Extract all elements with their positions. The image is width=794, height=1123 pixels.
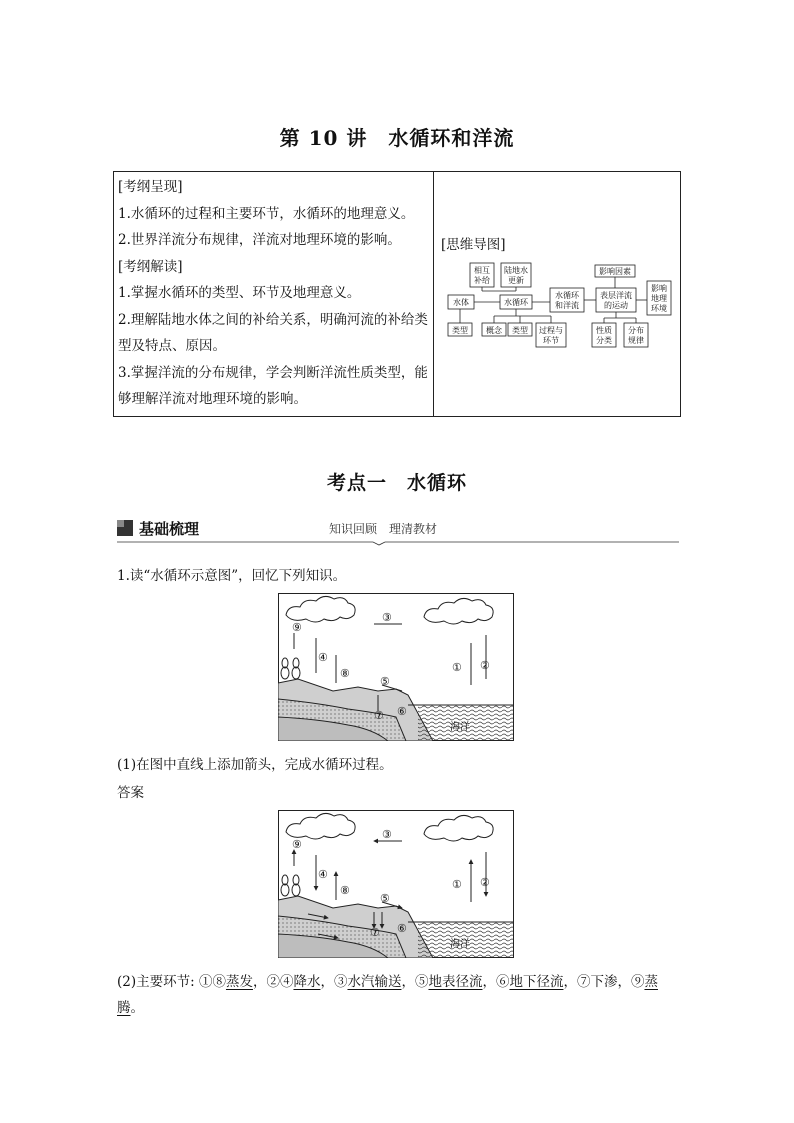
section-title: 考点一 水循环 (326, 472, 467, 494)
mindmap-node: 水循环 (504, 298, 528, 307)
answer-label: 答案 (117, 785, 144, 801)
question-1-2 (117, 969, 681, 1021)
page-title: 第 10 讲 水循环和洋流 (279, 126, 515, 150)
label-3: ③ (382, 828, 392, 841)
mindmap-node: 相互补给 (474, 266, 490, 285)
mindmap-node: 概念 (486, 326, 502, 335)
answer-underground-runoff: 地下径流 (509, 974, 564, 990)
section-bar (117, 518, 679, 546)
label-3: ③ (382, 611, 392, 624)
label-4: ④ (318, 651, 328, 664)
mindmap-diagram (444, 260, 682, 355)
mindmap-node: 分布规律 (628, 326, 644, 345)
answer-surface-runoff: 地表径流 (428, 974, 483, 990)
q2-text: ，②④ (252, 974, 294, 990)
label-6: ⑥ (397, 705, 407, 718)
question-1: 1.读“水循环示意图”，回忆下列知识。 (117, 568, 347, 584)
label-6: ⑥ (397, 922, 407, 935)
answer-precipitation: 降水 (293, 974, 321, 990)
table-divider (433, 172, 434, 416)
mindmap-node: 陆地水更新 (504, 266, 528, 285)
answer-vapor-transport: 水汽输送 (347, 974, 402, 990)
syllabus-heading: [考纲呈现] (118, 179, 183, 195)
syllabus-item: 1.水循环的过程和主要环节，水循环的地理意义。 (118, 205, 415, 222)
label-7: ⑦ (370, 926, 380, 939)
answer-transpiration: 蒸腾 (117, 974, 658, 1016)
interpretation-item: 2.理解陆地水体之间的补给关系，明确河流的补给类型及特点、原因。 (118, 311, 428, 354)
label-2: ② (480, 659, 490, 672)
mindmap-node: 类型 (512, 326, 528, 335)
q2-end: 。 (130, 1000, 144, 1016)
label-5: ⑤ (380, 675, 390, 688)
label-1: ① (452, 878, 462, 891)
mindmap-node: 影响因素 (599, 267, 631, 276)
mindmap-node: 性质分类 (596, 326, 612, 345)
q2-text: ，⑦下渗，⑨ (563, 974, 645, 990)
sea-label: 海洋 (450, 722, 470, 733)
label-9: ⑨ (292, 621, 302, 634)
interpretation-item: 1.掌握水循环的类型、环节及地理意义。 (118, 285, 361, 301)
question-1-1: (1)在图中直线上添加箭头，完成水循环过程。 (117, 757, 393, 773)
syllabus-item: 2.世界洋流分布规律，洋流对地理环境的影响。 (118, 232, 401, 248)
q2-prefix: (2)主要环节: ①⑧ (117, 974, 226, 990)
syllabus-table (113, 171, 681, 417)
section-rule (117, 538, 679, 546)
interpretation-item: 3.掌握洋流的分布规律，学会判断洋流性质类型，能够理解洋流对地理环境的影响。 (118, 364, 428, 407)
interpretation-heading: [考纲解读] (118, 258, 183, 275)
sea-label: 海洋 (450, 939, 470, 950)
label-9: ⑨ (292, 838, 302, 851)
label-8: ⑧ (340, 667, 350, 680)
q2-text: ，⑥ (482, 974, 510, 990)
section-bar-subtitle: 知识回顾 理清教材 (329, 522, 438, 536)
label-1: ① (452, 661, 462, 674)
label-7: ⑦ (374, 709, 384, 722)
label-4: ④ (318, 868, 328, 881)
mindmap-title: [思维导图] (441, 237, 506, 253)
label-8: ⑧ (340, 884, 350, 897)
section-square-icon (117, 520, 133, 536)
mindmap-node: 影响地理环境 (651, 284, 667, 313)
mindmap-node: 水循环和洋流 (555, 291, 579, 310)
q2-text: ，③ (320, 974, 348, 990)
q2-text: ，⑤ (401, 974, 429, 990)
label-5: ⑤ (380, 892, 390, 905)
label-2: ② (480, 876, 490, 889)
mindmap-node: 类型 (452, 326, 468, 335)
mindmap-node: 表层洋流的运动 (600, 291, 632, 310)
syllabus-column (118, 174, 430, 413)
answer-evaporation: 蒸发 (225, 974, 253, 990)
water-cycle-answer-diagram (278, 810, 514, 958)
mindmap-node: 水体 (453, 298, 469, 307)
section-bar-label: 基础梳理 (139, 520, 200, 538)
mindmap-node: 过程与环节 (539, 326, 563, 345)
water-cycle-diagram (278, 593, 514, 741)
